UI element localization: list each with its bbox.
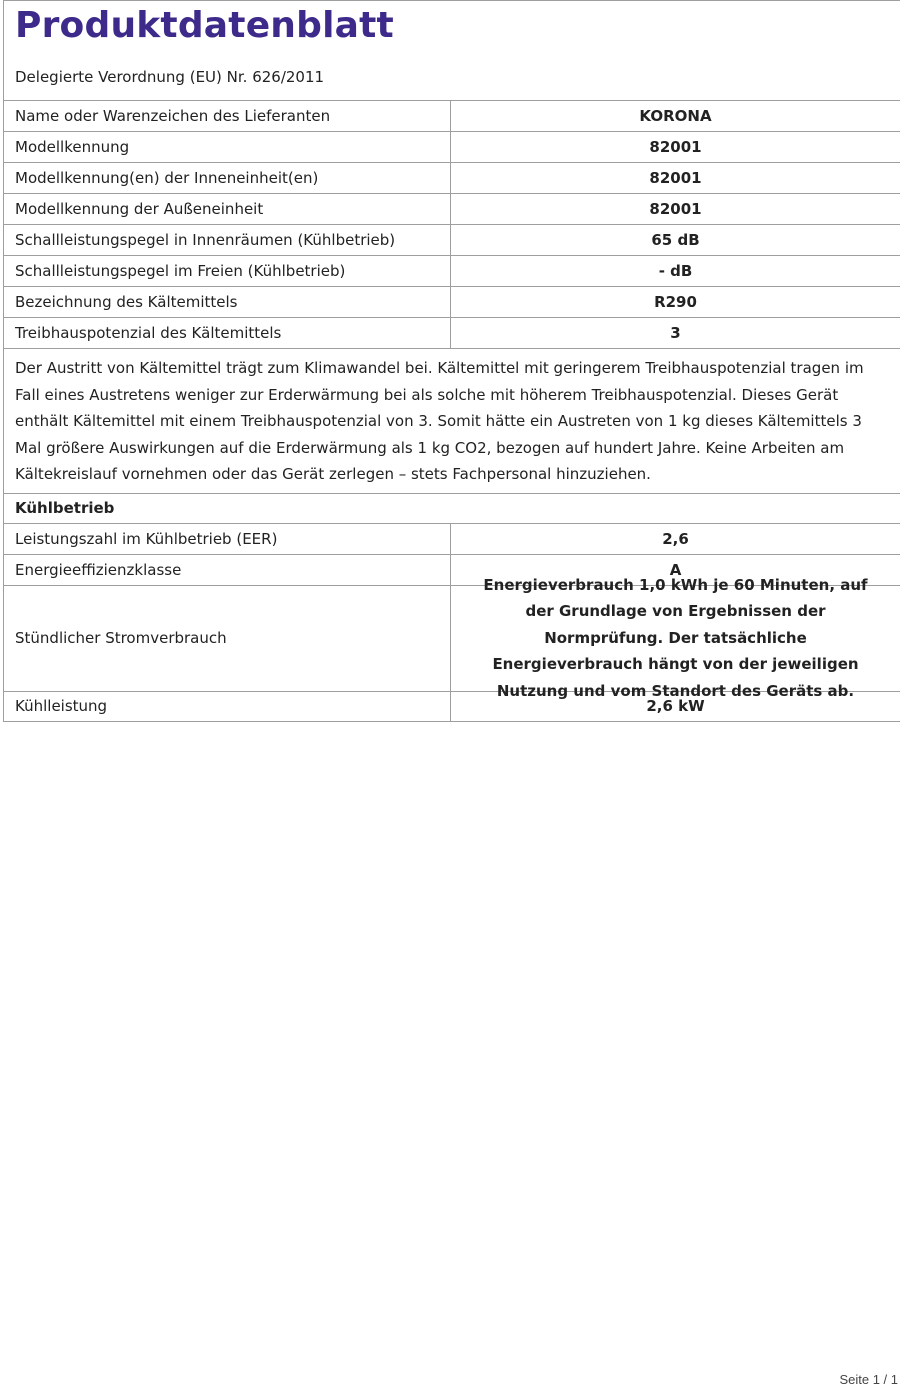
- row-label: Leistungszahl im Kühlbetrieb (EER): [4, 524, 451, 554]
- row-label: Schallleistungspegel im Freien (Kühlbetrieb): [4, 256, 451, 286]
- page-number: Seite 1 / 1: [839, 1372, 898, 1387]
- regulation-row: [4, 57, 900, 100]
- table-row: [4, 193, 900, 224]
- page-title: Produktdatenblatt: [15, 5, 394, 46]
- product-data-sheet: [3, 0, 900, 722]
- table-row: [4, 286, 900, 317]
- refrigerant-notice: Der Austritt von Kältemittel trägt zum Klimawandel bei. Kältemittel mit geringerem Treibhauspotenzial tragen im Fall eines Austretens weniger zur Erderwärmung bei als solche mit höherem Treibhauspotenzial. Dieses Gerät enthält Kältemittel mit einem Treibhauspotenzial von 3. Somit hätte ein Austreten von 1 kg dieses Kältemittels 3 Mal größere Auswirkungen auf die Erderwärmung als 1 kg CO2, bezogen auf hundert Jahre. Keine Arbeiten am Kältekreislauf vornehmen oder das Gerät zerlegen – stets Fachpersonal hinzuziehen.: [4, 348, 900, 493]
- row-label: Modellkennung: [4, 132, 451, 162]
- row-value: 82001: [649, 169, 702, 187]
- row-value: 65 dB: [651, 231, 700, 249]
- row-value: 2,6 kW: [646, 697, 705, 715]
- table-row: [4, 100, 900, 131]
- row-value: R290: [654, 293, 697, 311]
- row-value: - dB: [658, 262, 693, 280]
- table-row: [4, 317, 900, 348]
- section-heading-cooling: Kühlbetrieb: [4, 493, 900, 523]
- row-label: Schallleistungspegel in Innenräumen (Kühlbetrieb): [4, 225, 451, 255]
- row-value: 2,6: [662, 529, 689, 548]
- row-label: Energieeffizienzklasse: [4, 555, 451, 585]
- row-value: KORONA: [639, 107, 712, 125]
- title-row: [4, 0, 900, 57]
- row-value: 3: [670, 324, 681, 342]
- row-value: 82001: [649, 200, 702, 218]
- row-label: Modellkennung der Außeneinheit: [4, 194, 451, 224]
- table-row: [4, 255, 900, 286]
- regulation-reference: Delegierte Verordnung (EU) Nr. 626/2011: [15, 68, 325, 86]
- row-label: Name oder Warenzeichen des Lieferanten: [4, 101, 451, 131]
- table-row: [4, 162, 900, 193]
- row-label: Stündlicher Stromverbrauch: [4, 586, 451, 691]
- row-label: Treibhauspotenzial des Kältemittels: [4, 318, 451, 348]
- row-label: Modellkennung(en) der Inneneinheit(en): [4, 163, 451, 193]
- table-row: [4, 523, 900, 554]
- row-value: A: [669, 560, 682, 579]
- row-label: Bezeichnung des Kältemittels: [4, 287, 451, 317]
- table-row: [4, 575, 900, 700]
- row-value: 82001: [649, 138, 702, 156]
- row-value: Energieverbrauch 1,0 kWh je 60 Minuten, auf der Grundlage von Ergebnissen der Normprüfung. Der tatsächliche Energieverbrauch hängt von der jeweiligen Nutzung und vom Standort des Geräts ab.: [483, 575, 868, 700]
- row-label: Kühlleistung: [4, 692, 451, 721]
- table-row: [4, 224, 900, 255]
- table-row: [4, 691, 900, 722]
- table-row: [4, 131, 900, 162]
